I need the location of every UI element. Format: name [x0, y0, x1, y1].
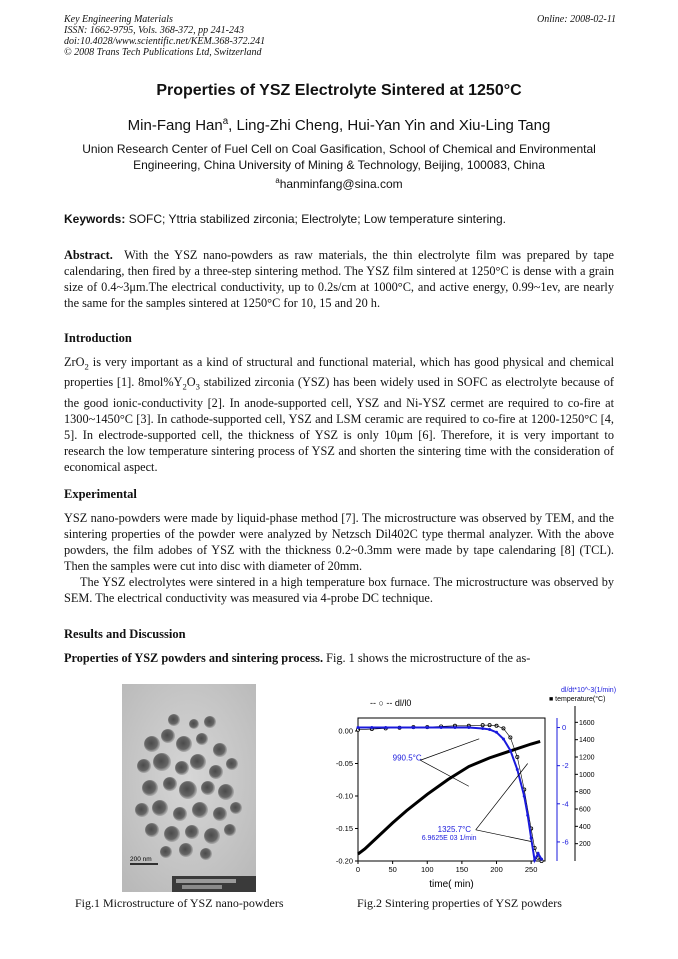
- journal-name: Key Engineering Materials: [64, 14, 173, 25]
- figure1-caption: Fig.1 Microstructure of YSZ nano-powders: [75, 896, 284, 910]
- point-dl-dt: [523, 795, 526, 798]
- legend-dl-l0: -- ○ -- dl/l0: [370, 698, 412, 708]
- keywords-label: Keywords:: [64, 212, 126, 226]
- point-dl-dt: [398, 726, 401, 729]
- email-link[interactable]: hanminfang@sina.com: [279, 177, 403, 191]
- x-tick-label: 200: [490, 865, 503, 874]
- introduction-paragraph: [64, 354, 614, 475]
- results-heading: Results and Discussion: [64, 627, 186, 641]
- point-dl-dt: [357, 726, 360, 729]
- left-tick-label: -0.15: [335, 824, 353, 833]
- keywords: [64, 212, 624, 226]
- temp-tick-label: 200: [579, 841, 591, 849]
- x-axis-title: time( min): [429, 879, 474, 890]
- rate-tick-label: -6: [562, 837, 569, 847]
- x-tick-label: 100: [421, 865, 434, 874]
- annotation-line-990a: [420, 739, 479, 760]
- point-dl-dt: [384, 726, 387, 729]
- keywords-text: SOFC; Yttria stabilized zirconia; Electrolyte; Low temperature sintering.: [128, 212, 506, 226]
- temp-tick-label: 1200: [579, 754, 595, 762]
- left-tick-label: -0.05: [335, 759, 353, 768]
- x-tick-label: 250: [524, 865, 538, 874]
- point-dl-dt: [502, 737, 505, 740]
- intro-text-b: O: [186, 375, 196, 390]
- temp-tick-label: 1600: [579, 719, 595, 727]
- point-dl-dt: [526, 814, 529, 817]
- x-tick-label: 50: [388, 865, 397, 874]
- left-tick-label: -0.10: [335, 791, 353, 801]
- abstract: [64, 247, 614, 311]
- affiliation-line1: Union Research Center of Fuel Cell on Coal Gasification, School of Chemical and Environmental: [82, 142, 596, 156]
- rate-tick-label: -2: [562, 761, 569, 771]
- o3-sub: 3: [195, 381, 200, 392]
- intro-text-c: stabilized zirconia (YSZ) has been widely used in SOFC as electrolyte because of the good ionic-conductivity [2]. In anode-supported cell, YSZ and Ni-YSZ cermet are required to co-fire at 1300~1450°C [3]. In cathode-supported cell, YSZ and LSM ceramic are required to co-fire at 1200-1250°C [4, 5]. In electrode-supported cell, the thickness of YSZ is only 10μm [6]. Therefore, it is very important to research the low temperature sintering process of YSZ and shorten the sintering time with the consideration of economical aspect.: [64, 375, 614, 474]
- paper-title: Properties of YSZ Electrolyte Sintered at 1250°C: [156, 82, 522, 99]
- temp-tick-label: 400: [579, 823, 591, 831]
- point-dl-dt: [481, 727, 484, 730]
- annotation-rate: 6.9625E 03 1/min: [421, 835, 477, 843]
- results-paragraph: [64, 650, 614, 666]
- journal-header: [64, 14, 616, 58]
- abstract-text: With the YSZ nano-powders as raw materials, the thin electrolyte film was prepared by tape calendaring, then fired by a three-step sintering method. The YSZ film sintered at 1250°C is dense with a grain size of 0.4~3μm.The electrical conductivity, up to 0.2s/cm at 1000°C, and active energy, 0.99~1ev, are nearly the same for the samples sintered at 1250°C for 10, 15 and 20 h.: [64, 248, 615, 310]
- authors: [0, 116, 678, 134]
- annotation-1325: 1325.7°C: [437, 824, 472, 834]
- legend-temperature: ■ temperature(°C): [549, 696, 606, 703]
- annotation-line-1325b: [476, 830, 531, 842]
- point-dl-dt: [540, 858, 543, 861]
- left-tick-label: 0.00: [338, 726, 353, 736]
- point-dl-dt: [453, 726, 456, 729]
- abstract-label: Abstract.: [64, 248, 113, 262]
- sintering-chart: [320, 680, 620, 895]
- point-dl-dt: [370, 726, 373, 729]
- temp-tick-label: 600: [579, 806, 591, 814]
- author-rest: , Ling-Zhi Cheng, Hui-Yan Yin and Xiu-Ling Tang: [228, 117, 551, 134]
- copyright: © 2008 Trans Tech Publications Ltd, Switzerland: [64, 47, 262, 58]
- affiliation-line2: Engineering, China University of Mining & Technology, Beijing, 100083, China: [133, 158, 545, 172]
- introduction-heading: Introduction: [64, 331, 132, 345]
- annotation-990: 990.5°C: [392, 753, 422, 763]
- email-sup: a: [275, 176, 280, 185]
- legend-dl-dt: dl/dt*10^-3(1/min): [561, 687, 617, 694]
- point-dl-dt: [533, 859, 536, 862]
- scale-bar-label: 200 nm: [130, 856, 152, 863]
- point-dl-dt: [516, 768, 519, 771]
- x-tick-label: 0: [355, 865, 361, 874]
- tem-micrograph: [122, 684, 256, 892]
- experimental-heading: Experimental: [64, 487, 137, 501]
- author-sup: a: [222, 116, 229, 127]
- point-dl-dt: [530, 837, 533, 840]
- left-tick-label: -0.20: [335, 856, 353, 866]
- point-dl-dt: [537, 852, 540, 855]
- experimental-paragraph-1: YSZ nano-powders were made by liquid-phase method [7]. The microstructure was observed by TEM, and the sintering properties of the powder were analyzed by Netzsch Dil402C type thermal analyzer. With the above powders, the film adobes of YSZ with the thickness 0.2~0.3mm were made by tape calendaring [8] (TCL). Then the samples were cut into disc with diameter of 20mm.: [64, 511, 614, 573]
- email: [0, 176, 678, 191]
- doi: doi:10.4028/www.scientific.net/KEM.368-372.241: [64, 36, 266, 47]
- annotation-line-1325a: [476, 764, 528, 830]
- figure2-caption: Fig.2 Sintering properties of YSZ powders: [357, 896, 562, 910]
- point-dl-dt: [412, 726, 415, 729]
- results-sub-text: Fig. 1 shows the microstructure of the as-: [326, 651, 531, 665]
- point-dl-dt: [440, 726, 443, 729]
- temp-tick-label: 1000: [579, 771, 595, 779]
- point-dl-dt: [495, 731, 498, 734]
- author-first: Min-Fang Han: [127, 117, 223, 134]
- zro2: ZrO: [64, 355, 85, 369]
- results-sub-label: Properties of YSZ powders and sintering process.: [64, 651, 324, 665]
- affiliation: [40, 141, 638, 173]
- point-dl-dt: [467, 726, 470, 729]
- point-dl-dt: [509, 749, 512, 752]
- online-date: Online: 2008-02-11: [537, 14, 616, 25]
- issn: ISSN: 1662-9795, Vols. 368-372, pp 241-243: [64, 25, 244, 36]
- intro-text-a: is very important as a kind of structural and functional material, which has good physical and chemical properties [1]. 8mol%Y: [64, 355, 614, 390]
- temp-tick-label: 800: [579, 789, 591, 797]
- temp-tick-label: 1400: [579, 737, 595, 745]
- y2-sub: 2: [182, 381, 187, 392]
- zro2-sub: 2: [84, 361, 89, 372]
- point-dl-dt: [488, 728, 491, 731]
- point-dl-dt: [426, 726, 429, 729]
- x-tick-label: 150: [455, 865, 469, 874]
- rate-tick-label: -4: [562, 799, 569, 809]
- experimental-paragraph-2: The YSZ electrolytes were sintered in a high temperature box furnace. The microstructure was observed by SEM. The electrical conductivity was measured via 4-probe DC technique.: [64, 575, 614, 605]
- rate-tick-label: 0: [562, 723, 567, 733]
